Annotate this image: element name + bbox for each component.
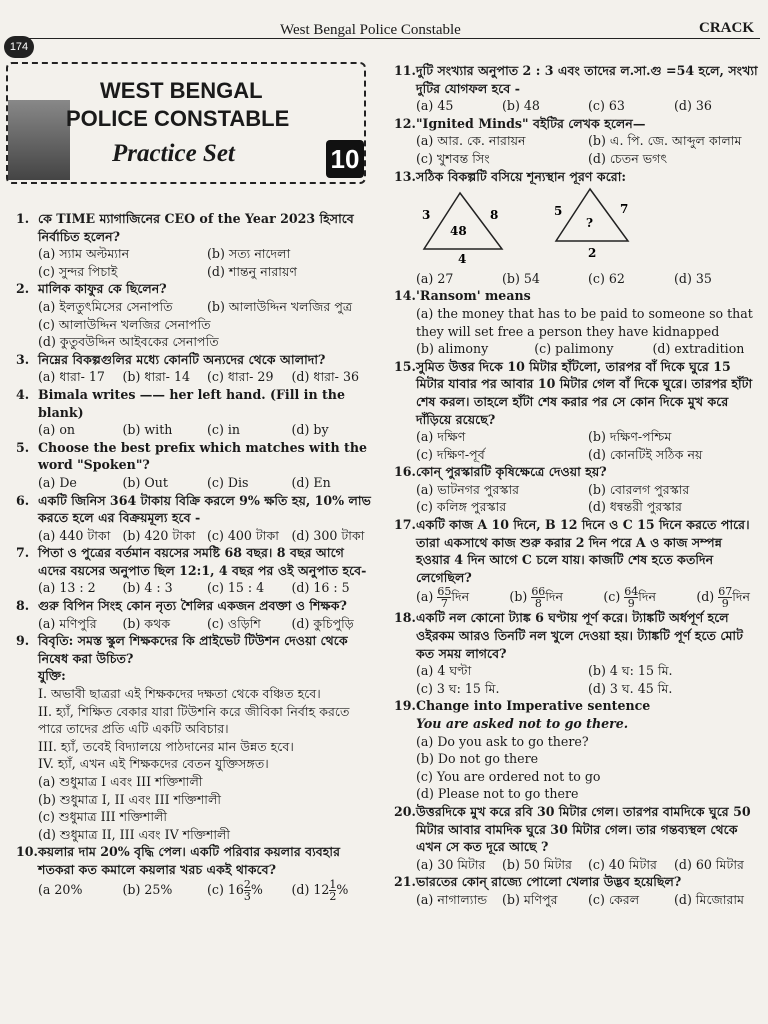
- q-number: 13.: [394, 168, 416, 184]
- denominator: 9: [624, 597, 638, 609]
- question-14: [394, 287, 760, 357]
- option-d: (d) শুধুমাত্র II, III এবং IV শক্তিশালী: [38, 826, 231, 842]
- numerator: 67: [718, 585, 733, 599]
- q-text: মালিক কাফুর কে ছিলেন?: [38, 281, 167, 297]
- q-text: বিবৃতি: সমস্ত স্কুল শিক্ষকদের কি প্রাইভেট টিউশন দেওয়া থেকে নিষেধ করা উচিত?: [38, 633, 348, 666]
- option-d: (d) 35: [674, 270, 712, 286]
- banner-title-line2: POLICE CONSTABLE: [66, 106, 290, 131]
- q-number: 20.: [394, 803, 416, 819]
- option-c: [603, 586, 656, 609]
- option-d: (d) 3 ঘ. 45 মি.: [588, 680, 673, 696]
- option-d: (d) কোনটিই সঠিক নয়: [588, 446, 703, 462]
- option-a: (a) শুধুমাত্র I এবং III শক্তিশালী: [38, 774, 203, 789]
- question-2: [16, 280, 376, 350]
- numerator: 66: [531, 585, 546, 599]
- option-label: (a): [416, 589, 434, 605]
- numerator: 65: [437, 585, 452, 599]
- q-text: একটি নল কোনো ট্যাঙ্ক 6 ঘণ্টায় পূর্ণ করে। ট্যাঙ্কটি অর্ধপূর্ণ হলে ওইরকম আরও তিনটি নল খুলে দেওয়া হয়। ট্যাঙ্কটি পূর্ণ হতে মোট কত সময় লাগবে?: [416, 610, 743, 661]
- q-text: Bimala writes —— her left hand. (Fill in the blank): [38, 386, 345, 420]
- option-a: (a) on: [38, 422, 76, 438]
- option-d: (d) শান্তনু নারায়ণ: [207, 263, 297, 279]
- q-number: 8.: [16, 598, 30, 614]
- option-d: (d) মিজোরাম: [674, 891, 745, 907]
- option-a: (a) 30 মিটার: [416, 856, 486, 872]
- option-c: (c) খুশবন্ত সিং: [416, 150, 490, 166]
- arguments-label: যুক্তি:: [38, 668, 66, 684]
- option-b: (b) 50 মিটার: [502, 856, 572, 872]
- option-label: (c): [603, 589, 621, 605]
- q-number: 17.: [394, 517, 416, 533]
- q-text: উত্তরদিকে মুখ করে রবি 30 মিটার গেল। তারপর বামদিকে ঘুরে 50 মিটার আবার বামদিক ঘুরে 30 মিটার গেল। তার গন্তব্যস্থল থেকে এখন সে কত দূরে আছে ?: [416, 803, 751, 855]
- option-a: (a) 27: [416, 270, 454, 286]
- question-16: [394, 463, 760, 516]
- question-15: [394, 358, 760, 464]
- q-text: Change into Imperative sentence: [416, 698, 651, 714]
- denominator: 8: [531, 597, 545, 609]
- fraction: [718, 586, 732, 609]
- option-d: (d) 300 টাকা: [291, 527, 365, 543]
- option-c: (c) in: [207, 422, 241, 438]
- q-number: 21.: [394, 874, 416, 890]
- q-text: কোন্ পুরস্কারটি কৃষিক্ষেত্রে দেওয়া হয়?: [416, 464, 607, 480]
- option-b: (b) সত্য নাদেলা: [207, 246, 291, 262]
- option-d: (d) En: [291, 474, 331, 490]
- option-b: (b) বোরলগ পুরস্কার: [588, 481, 690, 497]
- question-10: [16, 843, 376, 901]
- option-a: (a) Do you ask to go there?: [416, 733, 589, 749]
- question-9: [16, 632, 376, 843]
- option-c: (c) 62: [588, 270, 625, 286]
- q-number: 1.: [16, 211, 30, 226]
- option-c: [207, 879, 292, 902]
- q-text: একটি কাজ A 10 দিনে, B 12 দিনে ও C 15 দিনে করতে পারে। তারা একসাথে কাজ শুরু করার 2 দিন পরে A ও কাজ সম্পন্ন হওয়ার 4 দিন আগে C চলে যায়। কাজটি শেষ হতে কতদিন লেগেছিল?: [416, 517, 750, 585]
- option-d: (d) extradition: [652, 341, 745, 357]
- option-b: (b) 4 : 3: [122, 580, 173, 596]
- numerator: 64: [624, 585, 639, 599]
- banner-subtitle: Practice Set: [112, 140, 235, 167]
- numerator: 2: [243, 877, 251, 891]
- option-d: (d) 60 মিটার: [674, 856, 744, 872]
- option-b: (b) কথক: [122, 615, 171, 631]
- q-number: 9.: [16, 633, 30, 649]
- fraction: [437, 586, 451, 609]
- q-text: Choose the best prefix which matches with the word "Spoken"?: [38, 439, 368, 473]
- option-b: (b) 54: [502, 270, 540, 286]
- denominator: 9: [718, 597, 732, 609]
- denominator: 7: [437, 597, 451, 609]
- option-c: (c) You are ordered not to go: [416, 768, 601, 784]
- police-photo: [8, 100, 70, 180]
- option-b: (b) Do not go there: [416, 751, 539, 767]
- question-7: [16, 544, 376, 597]
- option-a: [416, 586, 469, 609]
- option-a: (a) 4 ঘণ্টা: [416, 663, 472, 679]
- q-number: 18.: [394, 610, 416, 626]
- option-c: (c) 40 মিটার: [588, 856, 657, 872]
- q-number: 10.: [16, 844, 38, 860]
- page-number: 174: [4, 36, 34, 58]
- q-text: সুমিত উত্তর দিকে 10 মিটার হাঁটলো, তারপর বাঁ দিকে ঘুরে 15 মিটার যাবার পর আবার 10 মিটার গেল বাঁ দিকে ঘুরে। তারপর হাঁটা শেষ করল। তাহলে হাঁটা শেষ করার পর সে কোন দিকে মুখ করে দাঁড়িয়ে রয়েছে?: [416, 358, 753, 427]
- option-a: (a) আর. কে. নারায়ন: [416, 133, 526, 149]
- question-21: [394, 873, 760, 908]
- question-1: [16, 210, 376, 280]
- q-text: সঠিক বিকল্পটি বসিয়ে শূন্যস্থান পূরণ করো:: [416, 168, 626, 184]
- option-c: (c) ওড়িশি: [207, 615, 261, 631]
- option-b: (b) আলাউদ্দিন খলজির পুত্র: [207, 298, 353, 314]
- q-text: ভারতের কোন্ রাজ্যে পোলো খেলার উদ্ভব হয়েছিল?: [416, 874, 682, 890]
- option-d: (d) ধারা- 36: [291, 369, 359, 385]
- right-column: [394, 62, 760, 909]
- t1-right-num: 8: [490, 208, 499, 223]
- t2-center-mark: ?: [586, 216, 594, 231]
- option-b: (b) 48: [502, 98, 540, 114]
- option-d: (d) Please not to go there: [416, 786, 579, 802]
- option-a: (a) ধারা- 17: [38, 369, 105, 385]
- q-text: কে TIME ম্যাগাজিনের CEO of the Year 2023 হিসাবে নির্বাচিত হলেন?: [38, 211, 354, 244]
- option-d: (d) ধন্বন্তরী পুরস্কার: [588, 499, 682, 515]
- banner-title-line1: WEST BENGAL: [100, 78, 263, 103]
- option-a: (a) 13 : 2: [38, 580, 96, 596]
- q-text: পিতা ও পুত্রের বর্তমান বয়সের সমষ্টি 68 বছর। 8 বছর আগে এদের বয়সের অনুপাত ছিল 12:1, 4 বছর পর ওই অনুপাত হবে-: [38, 545, 367, 578]
- t2-left-num: 5: [554, 204, 563, 219]
- option-a: (a) De: [38, 474, 77, 490]
- option-d: [696, 586, 750, 609]
- question-19: [394, 697, 760, 803]
- option-c: (c) দক্ষিণ-পূর্ব: [416, 446, 485, 462]
- q-number: 4.: [16, 386, 30, 402]
- q-number: 12.: [394, 115, 416, 131]
- unit-label: দিন: [732, 589, 750, 605]
- option-b: (b) এ. পি. জে. আব্দুল কালাম: [588, 133, 742, 149]
- fraction: [531, 586, 545, 609]
- option-d: (d) by: [291, 422, 329, 438]
- option-b: (b) with: [122, 422, 173, 438]
- q-text: কয়লার দাম 20% বৃদ্ধি পেল। একটি পরিবার কয়লার ব্যবহার শতকরা কত কমালে কয়লার খরচ একই থাকবে?: [38, 844, 340, 877]
- option-d: (d) কুতুবউদ্দিন আইবকের সেনাপতি: [38, 334, 219, 350]
- unit-label: দিন: [545, 589, 564, 605]
- fraction: [624, 586, 638, 609]
- q-number: 15.: [394, 358, 416, 374]
- q-number: 3.: [16, 351, 30, 367]
- option-a: (a) ইলতুৎমিসের সেনাপতি: [38, 298, 173, 314]
- t1-bottom-num: 4: [458, 252, 467, 266]
- option-b: (b) দক্ষিণ-পশ্চিম: [588, 429, 672, 445]
- option-a: (a) মণিপুরি: [38, 615, 97, 631]
- q-text: "Ignited Minds" বইটির লেখক হলেন—: [416, 115, 646, 131]
- option-d: (d) 36: [674, 98, 712, 114]
- option-c: (c) 400 টাকা: [207, 527, 279, 543]
- option-c: (c) 3 ঘ: 15 মি.: [416, 680, 500, 696]
- unit-label: দিন: [638, 589, 657, 605]
- question-6: [16, 492, 376, 545]
- option-a: (a) স্যাম অল্টম্যান: [38, 246, 130, 262]
- top-rule: [10, 38, 760, 39]
- option-c: (c) Dis: [207, 474, 249, 490]
- unit-label: দিন: [451, 589, 470, 605]
- denominator: 3: [243, 889, 251, 903]
- option-d-whole: (d) 12: [291, 881, 330, 897]
- question-5: [16, 439, 376, 492]
- percent: %: [336, 881, 349, 897]
- option-b: (b) 4 ঘ: 15 মি.: [588, 663, 673, 679]
- q-text: গুরু বিপিন সিংহ কোন নৃত্য শৈলির একজন প্রবক্তা ও শিক্ষক?: [38, 598, 347, 614]
- option-a: (a) 45: [416, 98, 454, 114]
- option-a: (a) ভাটনগর পুরস্কার: [416, 481, 520, 497]
- option-label: (b): [509, 589, 528, 605]
- fraction: [244, 879, 251, 902]
- option-a: (a) নাগাল্যান্ড: [416, 891, 488, 907]
- option-b: (b) 25%: [122, 882, 173, 898]
- option-c: (c) 15 : 4: [207, 580, 265, 596]
- option-b: (b) Out: [122, 474, 168, 490]
- option-d: (d) 16 : 5: [291, 580, 350, 596]
- q-number: 2.: [16, 281, 30, 297]
- practice-set-banner: [6, 62, 366, 184]
- argument-4: IV. হ্যাঁ, এখন এই শিক্ষকদের বেতন যুক্তিসঙ্গত।: [38, 756, 269, 772]
- q-number: 6.: [16, 492, 30, 508]
- question-20: [394, 803, 760, 873]
- question-3: [16, 351, 376, 386]
- option-d: (d) কুচিপুড়ি: [291, 615, 354, 631]
- option-a: (a) the money that has to be paid to someone so that they will set free a person they have kidnapped: [416, 305, 753, 339]
- option-b: (b) 420 টাকা: [122, 527, 196, 543]
- given-sentence: You are asked not to go there.: [416, 716, 629, 731]
- option-b: [509, 586, 563, 609]
- q-text: দুটি সংখ্যার অনুপাত 2 : 3 এবং তাদের ল.সা.গু =54 হলে, সংখ্যা দুটির যোগফল হবে -: [416, 63, 758, 96]
- triangles-svg: [416, 185, 756, 265]
- left-column: [16, 210, 376, 902]
- option-c: (c) কেরল: [588, 891, 640, 907]
- q-number: 7.: [16, 545, 30, 561]
- argument-2: II. হ্যাঁ, শিক্ষিত বেকার যারা টিউশনি করে জীবিকা নির্বাহ করতে পারে তাদের প্রতি এটি একটি অবিচার।: [38, 703, 350, 737]
- option-b: (b) ধারা- 14: [122, 369, 190, 385]
- option-b: (b) মণিপুর: [502, 891, 558, 907]
- option-c: (c) ধারা- 29: [207, 369, 274, 385]
- q-number: 14.: [394, 288, 416, 304]
- q-number: 19.: [394, 698, 416, 714]
- q-number: 11.: [394, 63, 416, 78]
- option-c-whole: (c) 16: [207, 881, 244, 897]
- triangle-2: [556, 189, 628, 241]
- denominator: 2: [329, 889, 337, 903]
- option-c: (c) palimony: [534, 341, 614, 357]
- q-number: 5.: [16, 439, 30, 455]
- option-c: (c) আলাউদ্দিন খলজির সেনাপতি: [38, 316, 211, 332]
- option-a: (a 20%: [38, 882, 83, 898]
- brand-label: CRACK: [699, 20, 754, 36]
- q-number: 16.: [394, 464, 416, 480]
- question-13: [394, 168, 760, 288]
- running-title: West Bengal Police Constable: [280, 22, 461, 38]
- option-c: (c) কলিঙ্গ পুরস্কার: [416, 499, 507, 515]
- option-b: (b) alimony: [416, 341, 489, 357]
- option-c: (c) সুন্দর পিচাই: [38, 263, 118, 279]
- percent: %: [250, 881, 263, 897]
- set-number: 10: [326, 140, 364, 178]
- question-12: [394, 115, 760, 168]
- t2-right-num: 7: [620, 202, 629, 217]
- q-text: একটি জিনিস 364 টাকায় বিক্রি করলে 9% ক্ষতি হয়, 10% লাভ করতে হলে এর বিক্রয়মূল্য হবে -: [38, 492, 371, 526]
- option-b: (b) শুধুমাত্র I, II এবং III শক্তিশালী: [38, 791, 221, 807]
- argument-3: III. হ্যাঁ, তবেই বিদ্যালয়ে পাঠদানের মান উন্নত হবে।: [38, 738, 294, 754]
- argument-1: I. অভাবী ছাত্ররা এই শিক্ষকদের দক্ষতা থেকে বঞ্চিত হবে।: [38, 686, 321, 702]
- q-text: 'Ransom' means: [416, 288, 531, 304]
- triangle-figure: [394, 185, 760, 270]
- t1-center-num: 48: [450, 224, 467, 239]
- option-c: (c) শুধুমাত্র III শক্তিশালী: [38, 809, 167, 825]
- t1-left-num: 3: [422, 208, 431, 223]
- option-a: (a) 440 টাকা: [38, 527, 111, 543]
- option-label: (d): [696, 589, 715, 605]
- question-8: [16, 597, 376, 632]
- question-18: [394, 609, 760, 697]
- question-4: [16, 386, 376, 439]
- option-c: (c) 63: [588, 98, 625, 114]
- question-11: [394, 62, 760, 115]
- option-a: (a) দক্ষিণ: [416, 429, 466, 445]
- option-d: (d) চেতন ভগৎ: [588, 150, 668, 166]
- numerator: 1: [329, 877, 337, 891]
- q-text: নিম্নের বিকল্পগুলির মধ্যে কোনটি অন্যদের থেকে আলাদা?: [38, 351, 326, 367]
- option-d: [292, 879, 377, 902]
- question-17: [394, 516, 760, 609]
- t2-bottom-num: 2: [588, 246, 597, 261]
